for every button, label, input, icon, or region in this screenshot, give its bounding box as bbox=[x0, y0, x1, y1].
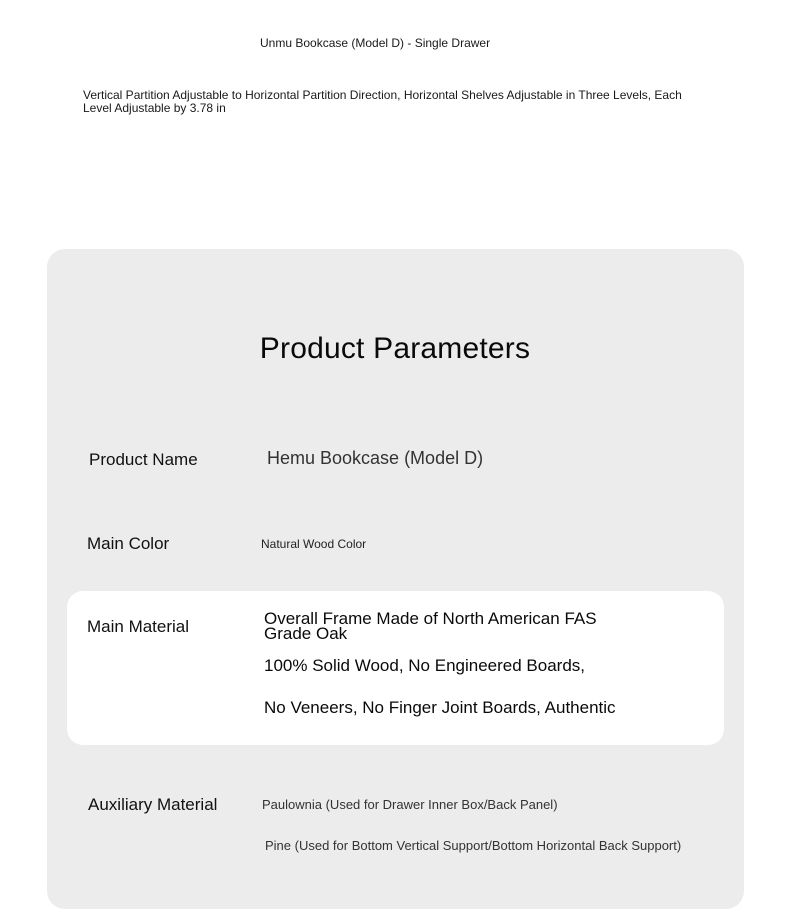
product-title: Unmu Bookcase (Model D) - Single Drawer bbox=[260, 36, 491, 50]
auxiliary-material-label: Auxiliary Material bbox=[88, 795, 218, 814]
main-material-line-1: Overall Frame Made of North American FAS Grade Oak bbox=[264, 609, 597, 643]
main-material-line-3: No Veneers, No Finger Joint Boards, Authentic bbox=[264, 698, 616, 717]
main-material-label: Main Material bbox=[87, 617, 190, 636]
auxiliary-material-line-2: Pine (Used for Bottom Vertical Support/Bottom Horizontal Back Support) bbox=[265, 838, 682, 853]
product-name-value: Hemu Bookcase (Model D) bbox=[267, 448, 484, 468]
product-subtitle: Vertical Partition Adjustable to Horizontal Partition Direction, Horizontal Shelves Adjustable in Three Levels, Each Level Adjustable by 3.78 in bbox=[83, 88, 682, 115]
product-name-label: Product Name bbox=[89, 450, 198, 469]
main-material-line-2: 100% Solid Wood, No Engineered Boards, bbox=[264, 656, 585, 675]
main-color-value: Natural Wood Color bbox=[261, 537, 367, 551]
main-color-label: Main Color bbox=[87, 534, 170, 553]
parameters-heading: Product Parameters bbox=[259, 332, 531, 365]
auxiliary-material-line-1: Paulownia (Used for Drawer Inner Box/Back Panel) bbox=[262, 797, 558, 812]
